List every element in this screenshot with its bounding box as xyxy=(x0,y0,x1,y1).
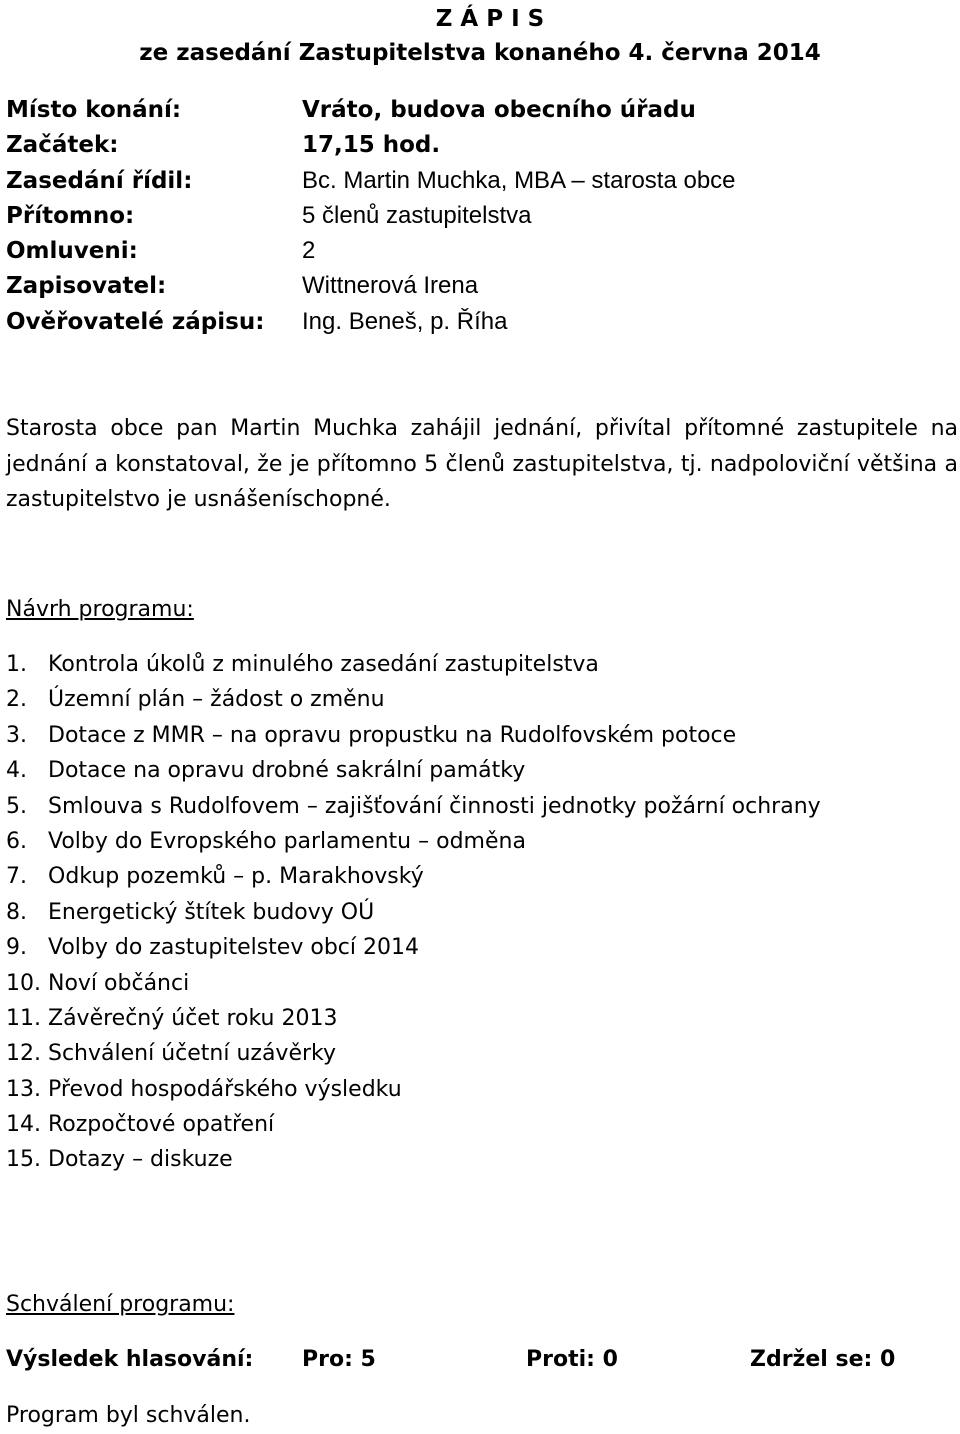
agenda-list xyxy=(6,650,821,1181)
meeting-details xyxy=(6,95,956,342)
meta-label: Zapisovatel: xyxy=(6,273,167,300)
meta-label: Přítomno: xyxy=(6,202,135,229)
item-number: 2. xyxy=(6,687,27,713)
meta-value: 17,15 hod. xyxy=(302,132,441,159)
meta-row-recorder xyxy=(6,271,956,306)
item-number: 13. xyxy=(6,1076,41,1102)
list-item xyxy=(6,721,821,756)
list-item xyxy=(6,827,821,862)
item-text: Schválení účetní uzávěrky xyxy=(48,1041,336,1067)
meta-value: 5 členů zastupitelstva xyxy=(302,201,532,229)
list-item xyxy=(6,650,821,685)
item-text: Dotace na opravu drobné sakrální památky xyxy=(48,758,526,784)
item-text: Energetický štítek budovy OÚ xyxy=(48,899,375,925)
meta-label: Ověřovatelé zápisu: xyxy=(6,308,265,335)
meta-row-excused xyxy=(6,236,956,271)
item-text: Noví občánci xyxy=(48,970,190,996)
meta-row-chair xyxy=(6,166,956,201)
item-text: Územní plán – žádost o změnu xyxy=(48,687,385,713)
item-text: Rozpočtové opatření xyxy=(48,1112,275,1138)
item-number: 15. xyxy=(6,1147,41,1173)
item-number: 5. xyxy=(6,793,27,819)
item-text: Závěrečný účet roku 2013 xyxy=(48,1005,338,1031)
meta-label: Začátek: xyxy=(6,132,119,159)
vote-abstain: Zdržel se: 0 xyxy=(750,1347,896,1372)
intro-paragraph: Starosta obce pan Martin Muchka zahájil jednání, přivítal přítomné zastupitele na jednání a konstatoval, že je přítomno 5 členů zastupitelstva, tj. nadpoloviční většina a zastupitelstvo je usnášeníschopné. xyxy=(6,416,958,512)
meta-label: Místo konání: xyxy=(6,97,182,123)
list-item xyxy=(6,756,821,791)
meta-row-verifiers xyxy=(6,307,956,342)
item-number: 6. xyxy=(6,828,27,854)
program-heading: Návrh programu: xyxy=(6,597,194,622)
meta-value: Ing. Beneš, p. Říha xyxy=(302,307,508,335)
item-text: Převod hospodářského výsledku xyxy=(48,1076,402,1102)
item-text: Smlouva s Rudolfovem – zajišťování činnosti jednotky požární ochrany xyxy=(48,793,821,819)
meta-value: 2 xyxy=(302,237,316,265)
meta-row-start xyxy=(6,130,956,165)
item-text: Dotazy – diskuze xyxy=(48,1147,233,1173)
vote-proti: Proti: 0 xyxy=(526,1347,618,1372)
meta-label: Omluveni: xyxy=(6,238,138,265)
item-number: 10. xyxy=(6,970,41,996)
list-item xyxy=(6,685,821,720)
list-item xyxy=(6,1110,821,1145)
vote-result-row xyxy=(6,1347,956,1379)
item-text: Volby do Evropského parlamentu – odměna xyxy=(48,828,526,854)
meta-value: Bc. Martin Muchka, MBA – starosta obce xyxy=(302,166,736,194)
list-item xyxy=(6,1039,821,1074)
list-item xyxy=(6,1075,821,1110)
item-number: 9. xyxy=(6,935,27,961)
item-number: 11. xyxy=(6,1005,41,1031)
list-item xyxy=(6,1004,821,1039)
item-number: 7. xyxy=(6,864,27,890)
item-number: 4. xyxy=(6,758,27,784)
list-item xyxy=(6,898,821,933)
item-text: Volby do zastupitelstev obcí 2014 xyxy=(48,935,419,961)
meta-label: Zasedání řídil: xyxy=(6,167,193,194)
list-item xyxy=(6,933,821,968)
document-title: Z Á P I S xyxy=(435,6,545,32)
vote-pro: Pro: 5 xyxy=(302,1347,376,1372)
list-item xyxy=(6,1145,821,1180)
list-item xyxy=(6,792,821,827)
item-number: 3. xyxy=(6,722,27,748)
item-text: Kontrola úkolů z minulého zasedání zastupitelstva xyxy=(48,652,599,677)
vote-label: Výsledek hlasování: xyxy=(6,1347,254,1372)
item-number: 8. xyxy=(6,899,27,925)
item-number: 14. xyxy=(6,1112,41,1138)
approval-heading: Schválení programu: xyxy=(6,1292,235,1317)
document-subtitle: ze zasedání Zastupitelstva konaného 4. června 2014 xyxy=(139,40,821,66)
item-text: Dotace z MMR – na opravu propustku na Rudolfovském potoce xyxy=(48,722,737,748)
item-text: Odkup pozemků – p. Marakhovský xyxy=(48,864,424,890)
approval-result: Program byl schválen. xyxy=(6,1403,251,1428)
meta-row-present xyxy=(6,201,956,236)
meta-row-location xyxy=(6,95,956,130)
item-number: 12. xyxy=(6,1041,41,1067)
list-item xyxy=(6,862,821,897)
item-number: 1. xyxy=(6,652,27,677)
meta-value: Wittnerová Irena xyxy=(302,272,479,300)
meta-value: Vráto, budova obecního úřadu xyxy=(302,97,696,123)
list-item xyxy=(6,969,821,1004)
